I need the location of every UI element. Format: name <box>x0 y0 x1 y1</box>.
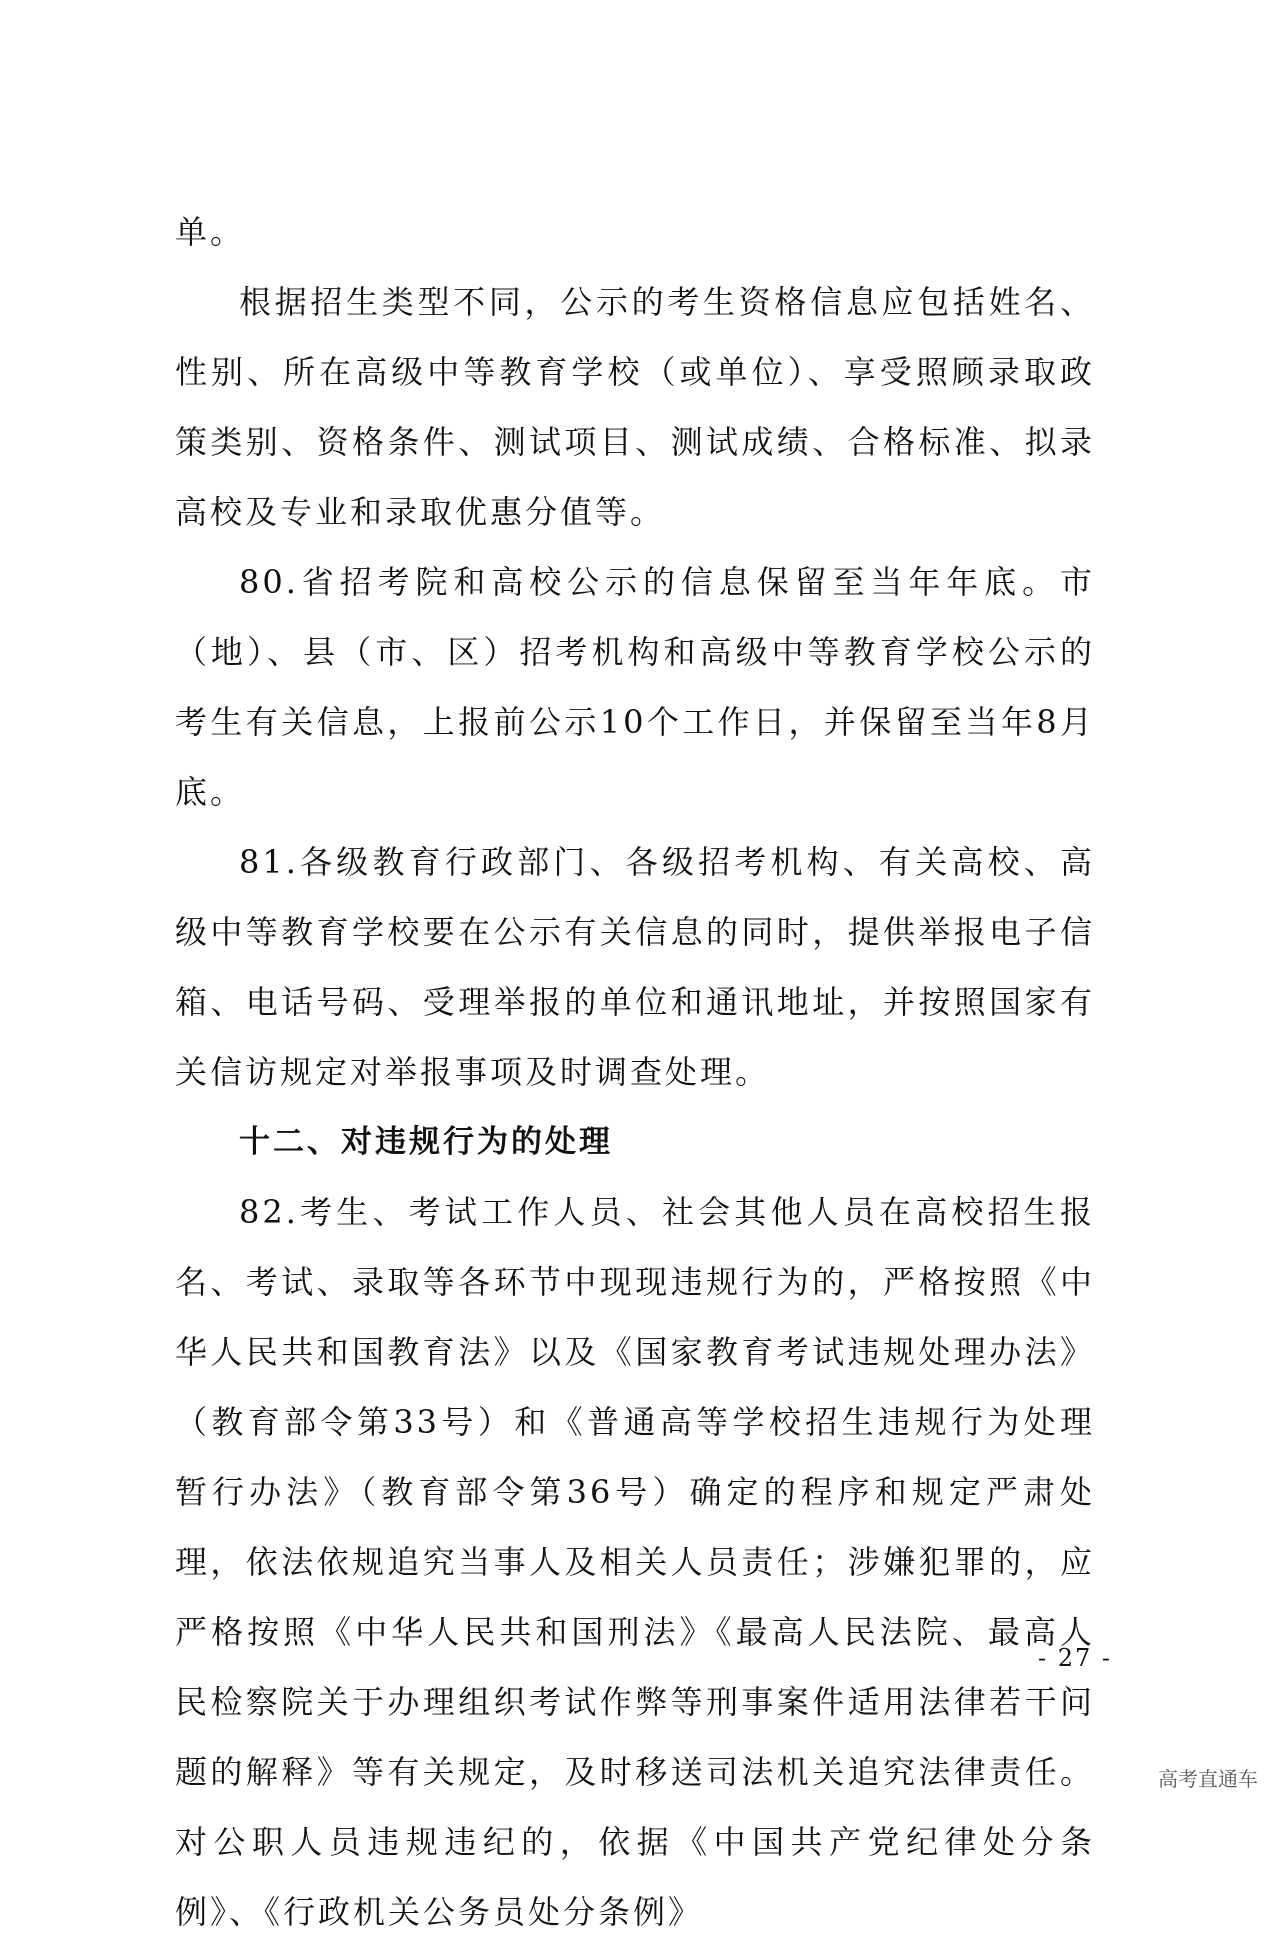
page-number: - 27 - <box>1037 1644 1112 1672</box>
paragraph-82: 82.考生、考试工作人员、社会其他人员在高校招生报名、考试、录取等各环节中现现违规行为的，严格按照《中华人民共和国教育法》以及《国家教育考试违规处理办法》（教育部令第33号）和《普通高等学校招生违规行为处理暂行办法》（教育部令第36号）确定的程序和规定严肃处理，依法依规追究当事人及相关人员责任；涉嫌犯罪的，应严格按照《中华人民共和国刑法》《最高人民法院、最高人民检察院关于办理组织考试作弊等刑事案件适用法律若干问题的解释》等有关规定，及时移送司法机关追究法律责任。对公职人员违规违纪的，依据《中国共产党纪律处分条例》、《行政机关公务员处分条例》 <box>175 1193 1095 1931</box>
document-body <box>175 197 1095 1947</box>
paragraph-public-info: 根据招生类型不同，公示的考生资格信息应包括姓名、性别、所在高级中等教育学校（或单位）、享受照顾录取政策类别、资格条件、测试项目、测试成绩、合格标准、拟录高校及专业和录取优惠分值等。 <box>175 283 1095 531</box>
paragraph-81: 81.各级教育行政部门、各级招考机构、有关高校、高级中等教育学校要在公示有关信息的同时，提供举报电子信箱、电话号码、受理举报的单位和通讯地址，并按照国家有关信访规定对举报事项及时调查处理。 <box>175 843 1095 1091</box>
section-heading: 十二、对违规行为的处理 <box>239 1124 613 1160</box>
paragraph-end-of-list: 单。 <box>175 213 246 251</box>
watermark-text: 高考直通车 <box>1158 1767 1258 1791</box>
paragraph-80: 80.省招考院和高校公示的信息保留至当年年底。市（地）、县（市、区）招考机构和高级中等教育学校公示的考生有关信息，上报前公示10个工作日，并保留至当年8月底。 <box>175 563 1095 811</box>
